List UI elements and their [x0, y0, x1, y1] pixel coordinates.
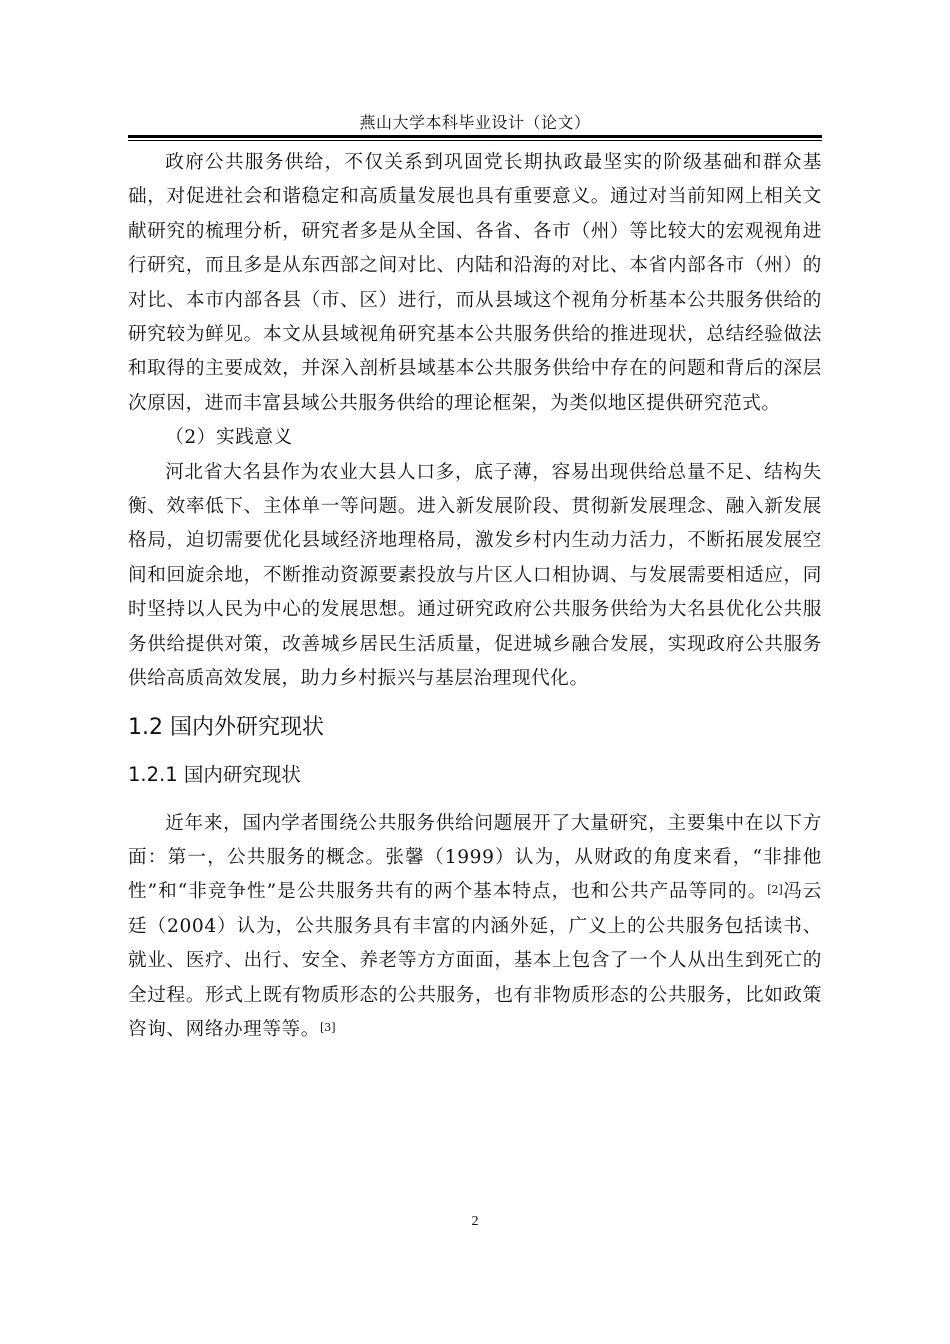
page-header-title: 燕山大学本科毕业设计（论文） — [359, 113, 591, 132]
subsection-heading: 1.2.1 国内研究现状 — [128, 762, 301, 786]
practice-significance-label: （2）实践意义 — [165, 427, 293, 449]
page-body — [128, 146, 822, 1047]
page-number: 2 — [471, 1214, 479, 1229]
header-rule-thin — [128, 140, 822, 141]
paragraph-domestic-research-part1: 近年来，国内学者围绕公共服务供给问题展开了大量研究，主要集中在以下方面：第一，公共服务的概念。张馨（1999）认为，从财政的角度来看，“非排他性”和“非竞争性”是公共服务共有的两个基本特点，也和公共产品等同的。 — [128, 812, 822, 903]
citation-ref-2[interactable]: [2] — [767, 883, 783, 897]
paragraph-domestic-research — [128, 807, 822, 1048]
paragraph-theoretical-significance: 政府公共服务供给，不仅关系到巩固党长期执政最坚实的阶级基础和群众基础，对促进社会和谐稳定和高质量发展也具有重要意义。通过对当前知网上相关文献研究的梳理分析，研究者多是从全国、各省、各市（州）等比较大的宏观视角进行研究，而且多是从东西部之间对比、内陆和沿海的对比、本省内部各市（州）的对比、本市内部各县（市、区）进行，而从县域这个视角分析基本公共服务供给的研究较为鲜见。本文从县域视角研究基本公共服务供给的推进现状，总结经验做法和取得的主要成效，并深入剖析县域基本公共服务供给中存在的问题和背后的深层次原因，进而丰富县域公共服务供给的理论框架，为类似地区提供研究范式。 — [128, 152, 822, 414]
section-heading: 1.2 国内外研究现状 — [128, 714, 324, 740]
header-rule-thick — [128, 135, 822, 138]
paragraph-domestic-research-part2: 冯云廷（2004）认为，公共服务具有丰富的内涵外延，广义上的公共服务包括读书、就业、医疗、出行、安全、养老等方方面面，基本上包含了一个人从出生到死亡的全过程。形式上既有物质形态的公共服务，也有非物质形态的公共服务，比如政策咨询、网络办理等等。 — [128, 881, 823, 1040]
citation-ref-3[interactable]: [3] — [319, 1020, 336, 1034]
paragraph-practical-significance: 河北省大名县作为农业大县人口多，底子薄，容易出现供给总量不足、结构失衡、效率低下、主体单一等问题。进入新发展阶段、贯彻新发展理念、融入新发展格局，迫切需要优化县域经济地理格局，激发乡村内生动力活力，不断拓展发展空间和回旋余地，不断推动资源要素投放与片区人口相协调、与发展需要相适应，同时坚持以人民为中心的发展思想。通过研究政府公共服务供给为大名县优化公共服务供给提供对策，改善城乡居民生活质量，促进城乡融合发展，实现政府公共服务供给高质高效发展，助力乡村振兴与基层治理现代化。 — [128, 461, 822, 690]
